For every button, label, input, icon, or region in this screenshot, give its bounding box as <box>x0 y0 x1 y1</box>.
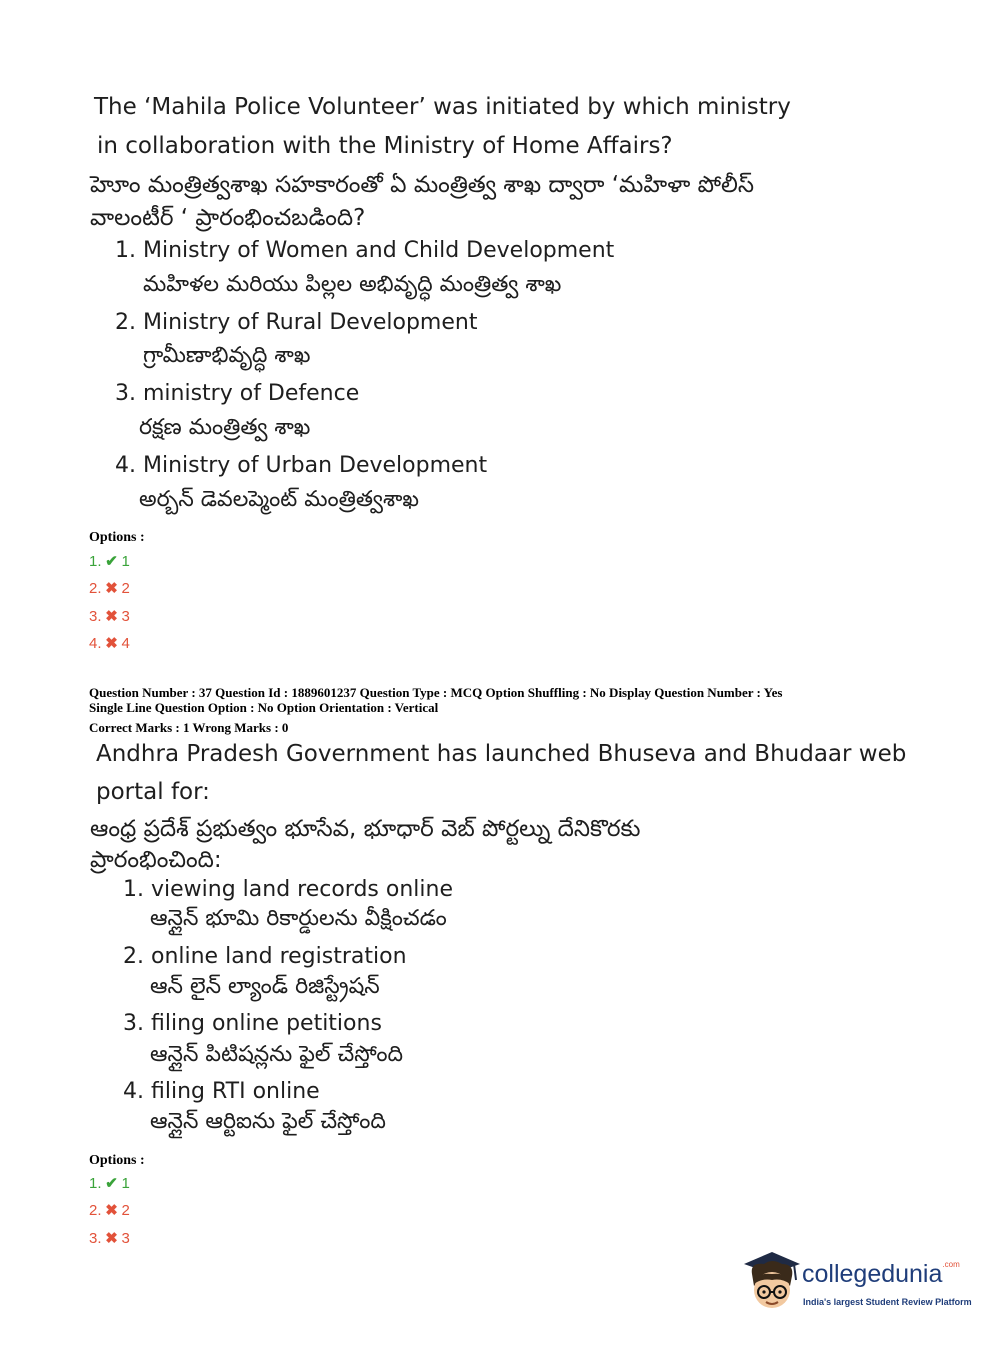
option-row-2: 2. ✖ 2 <box>89 1202 130 1219</box>
choice-4-en: 4. Ministry of Urban Development <box>115 453 488 478</box>
choice-2-en: 2. Ministry of Rural Development <box>115 310 478 335</box>
choice-1-te: మహిళల మరియు పిల్లల అభివృద్ధి మంత్రిత్వ శాఖ <box>143 272 562 297</box>
choice-4-te: ఆన్లైన్ ఆర్టిఐను ఫైల్ చేస్తోంది <box>150 1109 386 1134</box>
cross-icon: ✖ <box>105 635 118 652</box>
question-text-te-line1: హెూం మంత్రిత్వశాఖ సహకారంతో ఏ మంత్రిత్వ శాఖ ద్వారా ‘మహిళా పోలీస్ <box>90 172 755 198</box>
question-text-en-line2: in collaboration with the Ministry of Home Affairs? <box>97 133 673 159</box>
option-row-3: 3. ✖ 3 <box>89 608 130 625</box>
choice-1-en: 1. viewing land records online <box>123 877 453 902</box>
choice-2-en: 2. online land registration <box>123 944 407 969</box>
student-mascot-icon <box>742 1250 802 1314</box>
question-text-te-line2: ప్రారంభించింది: <box>90 847 222 873</box>
option-row-2: 2. ✖ 2 <box>89 580 130 597</box>
option-row-1: 1. ✔ 1 <box>89 1175 130 1192</box>
question-marks: Correct Marks : 1 Wrong Marks : 0 <box>89 720 289 735</box>
choice-1-en: 1. Ministry of Women and Child Development <box>115 238 615 263</box>
choice-2-te: గ్రామీణాభివృద్ధి శాఖ <box>143 343 311 368</box>
cross-icon: ✖ <box>105 608 118 625</box>
choice-1-te: ఆన్లైన్ భూమి రికార్డులను వీక్షించడం <box>150 906 447 931</box>
option-row-3: 3. ✖ 3 <box>89 1230 130 1247</box>
choice-3-te: ఆన్లైన్ పిటిషన్లను ఫైల్ చేస్తోంది <box>150 1042 404 1067</box>
choice-4-en: 4. filing RTI online <box>123 1079 320 1104</box>
question-meta-line1: Question Number : 37 Question Id : 1889601237 Question Type : MCQ Option Shuffling : No Display Question Number : Yes <box>89 685 783 700</box>
choice-3-te: రక్షణ మంత్రిత్వ శాఖ <box>139 415 311 440</box>
logo-tagline: India's largest Student Review Platform <box>803 1297 972 1307</box>
options-label: Options : <box>89 530 145 545</box>
options-label: Options : <box>89 1153 145 1168</box>
logo-wordmark: collegedunia$^{.com}$ <box>802 1260 960 1288</box>
option-row-1: 1. ✔ 1 <box>89 553 130 570</box>
question-text-en-line1: Andhra Pradesh Government has launched Bhuseva and Bhudaar web <box>96 741 907 767</box>
choice-4-te: అర్బన్ డెవలప్మెంట్ మంత్రిత్వశాఖ <box>139 487 419 512</box>
question-text-en-line2: portal for: <box>96 779 210 805</box>
question-text-te-line2: వాలంటీర్ ‘ ప్రారంభించబడింది? <box>90 205 366 231</box>
choice-2-te: ఆన్ లైన్ ల్యాండ్ రిజిస్ట్రేషన్ <box>150 974 380 999</box>
question-text-en-line1: The ‘Mahila Police Volunteer’ was initiated by which ministry <box>94 94 791 120</box>
collegedunia-logo[interactable] <box>742 1250 972 1320</box>
choice-3-en: 3. filing online petitions <box>123 1011 382 1036</box>
check-icon: ✔ <box>105 1175 118 1192</box>
cross-icon: ✖ <box>105 1202 118 1219</box>
option-row-4: 4. ✖ 4 <box>89 635 130 652</box>
cross-icon: ✖ <box>105 580 118 597</box>
check-icon: ✔ <box>105 553 118 570</box>
question-meta-line2: Single Line Question Option : No Option Orientation : Vertical <box>89 700 439 715</box>
cross-icon: ✖ <box>105 1230 118 1247</box>
choice-3-en: 3. ministry of Defence <box>115 381 360 406</box>
question-text-te-line1: ఆంధ్ర ప్రదేశ్ ప్రభుత్వం భూసేవ, భూధార్ వెబ్ పోర్టల్ను దేనికొరకు <box>90 816 641 842</box>
